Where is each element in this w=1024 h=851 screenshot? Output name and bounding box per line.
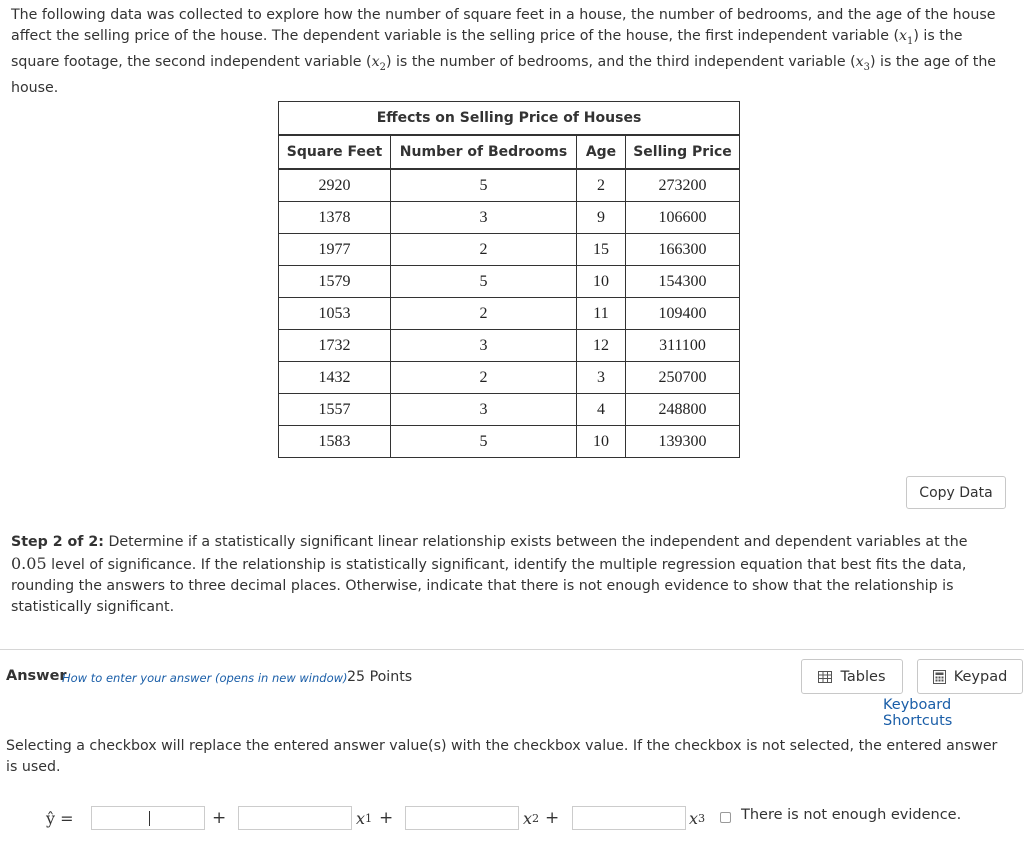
table-row <box>279 362 740 394</box>
table-row <box>279 266 740 298</box>
cell-age: 15 <box>577 234 626 266</box>
significance-level: 0.05 <box>11 554 47 573</box>
step-instructions: Step 2 of 2: Determine if a statistically significant linear relationship exists between the independent and dependent variables at the 0.05 level of significance. If the relationship is statistically significant, identify the multiple regression equation that best fits the data, rounding the answers to three decimal places. Otherwise, indicate that there is not enough evidence to show that the relationship is statistically significant. <box>11 534 968 615</box>
table-header-row <box>279 135 740 169</box>
table-row <box>279 234 740 266</box>
cell-bedrooms: 3 <box>391 330 577 362</box>
cell-selling-price: 166300 <box>626 234 740 266</box>
cell-bedrooms: 2 <box>391 362 577 394</box>
answer-label: Answer <box>6 668 67 684</box>
cell-bedrooms: 2 <box>391 234 577 266</box>
checkbox-note: Selecting a checkbox will replace the entered answer value(s) with the checkbox value. If the checkbox is not selected, the entered answer is used. <box>6 738 998 775</box>
not-enough-evidence-checkbox[interactable] <box>720 812 731 823</box>
problem-intro: The following data was collected to explore how the number of square feet in a house, the number of bedrooms, and the age of the house affect the selling price of the house. The dependent variable is the selling price of the house, the first independent variable $(x_1)$ is the square footage, the second independent variable $(x_2)$ is the number of bedrooms, and the third independent variable $(x_3)$ is the age of the house. <box>11 7 997 96</box>
table-title: Effects on Selling Price of Houses <box>279 102 740 136</box>
col-header-bedrooms: Number of Bedrooms <box>391 135 577 169</box>
cell-age: 9 <box>577 202 626 234</box>
y-hat-symbol: ŷ = <box>46 808 74 828</box>
cell-selling-price: 248800 <box>626 394 740 426</box>
how-to-enter-answer-link[interactable]: How to enter your answer (opens in new window) <box>62 671 348 685</box>
x1-coefficient-input[interactable] <box>238 806 352 830</box>
x2-coefficient-input[interactable] <box>405 806 519 830</box>
cell-bedrooms: 3 <box>391 202 577 234</box>
table-row <box>279 426 740 458</box>
cell-square-feet: 1432 <box>279 362 391 394</box>
cell-square-feet: 1977 <box>279 234 391 266</box>
step-label: Step 2 of 2: <box>11 534 104 550</box>
not-enough-evidence-label[interactable]: There is not enough evidence. <box>741 807 962 823</box>
intercept-input[interactable] <box>91 806 205 830</box>
cell-square-feet: 1557 <box>279 394 391 426</box>
cell-bedrooms: 3 <box>391 394 577 426</box>
col-header-selling-price: Selling Price <box>626 135 740 169</box>
cell-selling-price: 273200 <box>626 169 740 202</box>
col-header-square-feet: Square Feet <box>279 135 391 169</box>
table-row <box>279 298 740 330</box>
cell-age: 4 <box>577 394 626 426</box>
cell-age: 2 <box>577 169 626 202</box>
cell-age: 10 <box>577 426 626 458</box>
text-caret <box>149 811 150 826</box>
cell-bedrooms: 2 <box>391 298 577 330</box>
cell-selling-price: 109400 <box>626 298 740 330</box>
cell-selling-price: 154300 <box>626 266 740 298</box>
keypad-label: Keypad <box>953 668 1008 685</box>
plus-sign: + <box>545 808 560 828</box>
table-row <box>279 394 740 426</box>
plus-sign: + <box>212 808 227 828</box>
calculator-icon <box>933 670 946 684</box>
tables-label: Tables <box>840 668 886 685</box>
cell-square-feet: 1732 <box>279 330 391 362</box>
x2-term: x 2 <box>523 808 540 828</box>
copy-data-button[interactable]: Copy Data <box>906 476 1006 509</box>
cell-selling-price: 106600 <box>626 202 740 234</box>
cell-age: 10 <box>577 266 626 298</box>
table-row <box>279 202 740 234</box>
keypad-button[interactable] <box>917 659 1023 694</box>
cell-age: 3 <box>577 362 626 394</box>
cell-square-feet: 1579 <box>279 266 391 298</box>
x3-term: x 3 <box>689 808 706 828</box>
cell-square-feet: 1053 <box>279 298 391 330</box>
tables-button[interactable] <box>801 659 903 694</box>
keyboard-shortcuts-link[interactable]: Keyboard Shortcuts <box>883 697 953 729</box>
cell-selling-price: 311100 <box>626 330 740 362</box>
cell-age: 11 <box>577 298 626 330</box>
section-divider <box>0 649 1024 650</box>
cell-selling-price: 139300 <box>626 426 740 458</box>
x3-coefficient-input[interactable] <box>572 806 686 830</box>
cell-bedrooms: 5 <box>391 426 577 458</box>
regression-equation-row <box>0 805 1024 835</box>
house-data-table <box>278 101 740 458</box>
cell-selling-price: 250700 <box>626 362 740 394</box>
cell-bedrooms: 5 <box>391 266 577 298</box>
cell-bedrooms: 5 <box>391 169 577 202</box>
table-row <box>279 169 740 202</box>
plus-sign: + <box>379 808 394 828</box>
points-value: 25 Points <box>347 669 413 685</box>
table-grid-icon <box>818 671 832 683</box>
col-header-age: Age <box>577 135 626 169</box>
cell-square-feet: 2920 <box>279 169 391 202</box>
cell-square-feet: 1378 <box>279 202 391 234</box>
cell-square-feet: 1583 <box>279 426 391 458</box>
cell-age: 12 <box>577 330 626 362</box>
table-row <box>279 330 740 362</box>
x1-term: x 1 <box>356 808 373 828</box>
